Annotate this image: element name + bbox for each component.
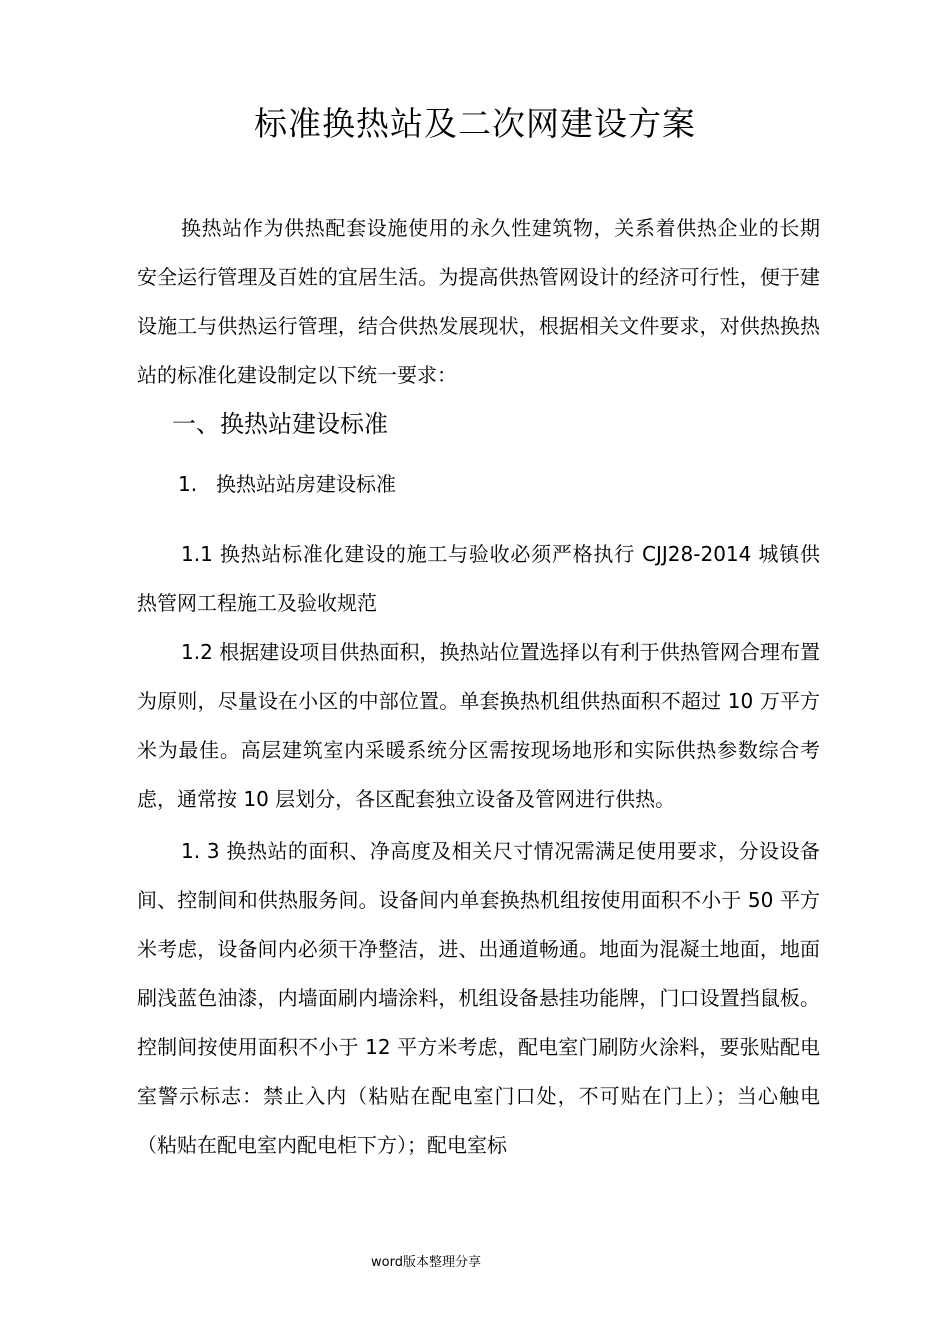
intro-paragraph: 换热站作为供热配套设施使用的永久性建筑物，关系着供热企业的长期安全运行管理及百姓的宜居生活。为提高供热管网设计的经济可行性，便于建设施工与供热运行管理，结合供热发展现状，根据相关文件要求，对供热换热站的标准化建设制定以下统一要求：: [137, 216, 820, 387]
section-heading: 一、换热站建设标准: [172, 410, 388, 438]
paragraph-1-1: 1.1 换热站标准化建设的施工与验收必须严格执行 CJJ28-2014 城镇供热管网工程施工及验收规范: [137, 542, 820, 615]
subsection-heading: [178, 464, 396, 504]
paragraph-1-3: 1. 3 换热站的面积、净高度及相关尺寸情况需满足使用要求，分设设备间、控制间和供热服务间。设备间内单套换热机组按使用面积不小于 50 平方米考虑，设备间内必须干净整洁，进、出通道畅通。地面为混凝土地面，地面刷浅蓝色油漆，内墙面刷内墙涂料，机组设备悬挂功能牌，门口设置挡鼠板。控制间按使用面积不小于 12 平方米考虑，配电室门刷防火涂料，要张贴配电室警示标志：禁止入内（粘贴在配电室门口处，不可贴在门上）；当心触电（粘贴在配电室内配电柜下方）；配电室标: [137, 839, 820, 1157]
subsection-number: 1.: [178, 472, 198, 496]
paragraph-1-2: 1.2 根据建设项目供热面积，换热站位置选择以有利于供热管网合理布置为原则，尽量设在小区的中部位置。单套换热机组供热面积不超过 10 万平方米为最佳。高层建筑室内采暖系统分区需按现场地形和实际供热参数综合考虑，通常按 10 层划分，各区配套独立设备及管网进行供热。: [137, 640, 820, 811]
page-footer: word版本整理分享: [371, 1255, 481, 1270]
subsection-title: 换热站站房建设标准: [216, 472, 396, 496]
document-title: 标准换热站及二次网建设方案: [254, 104, 696, 143]
